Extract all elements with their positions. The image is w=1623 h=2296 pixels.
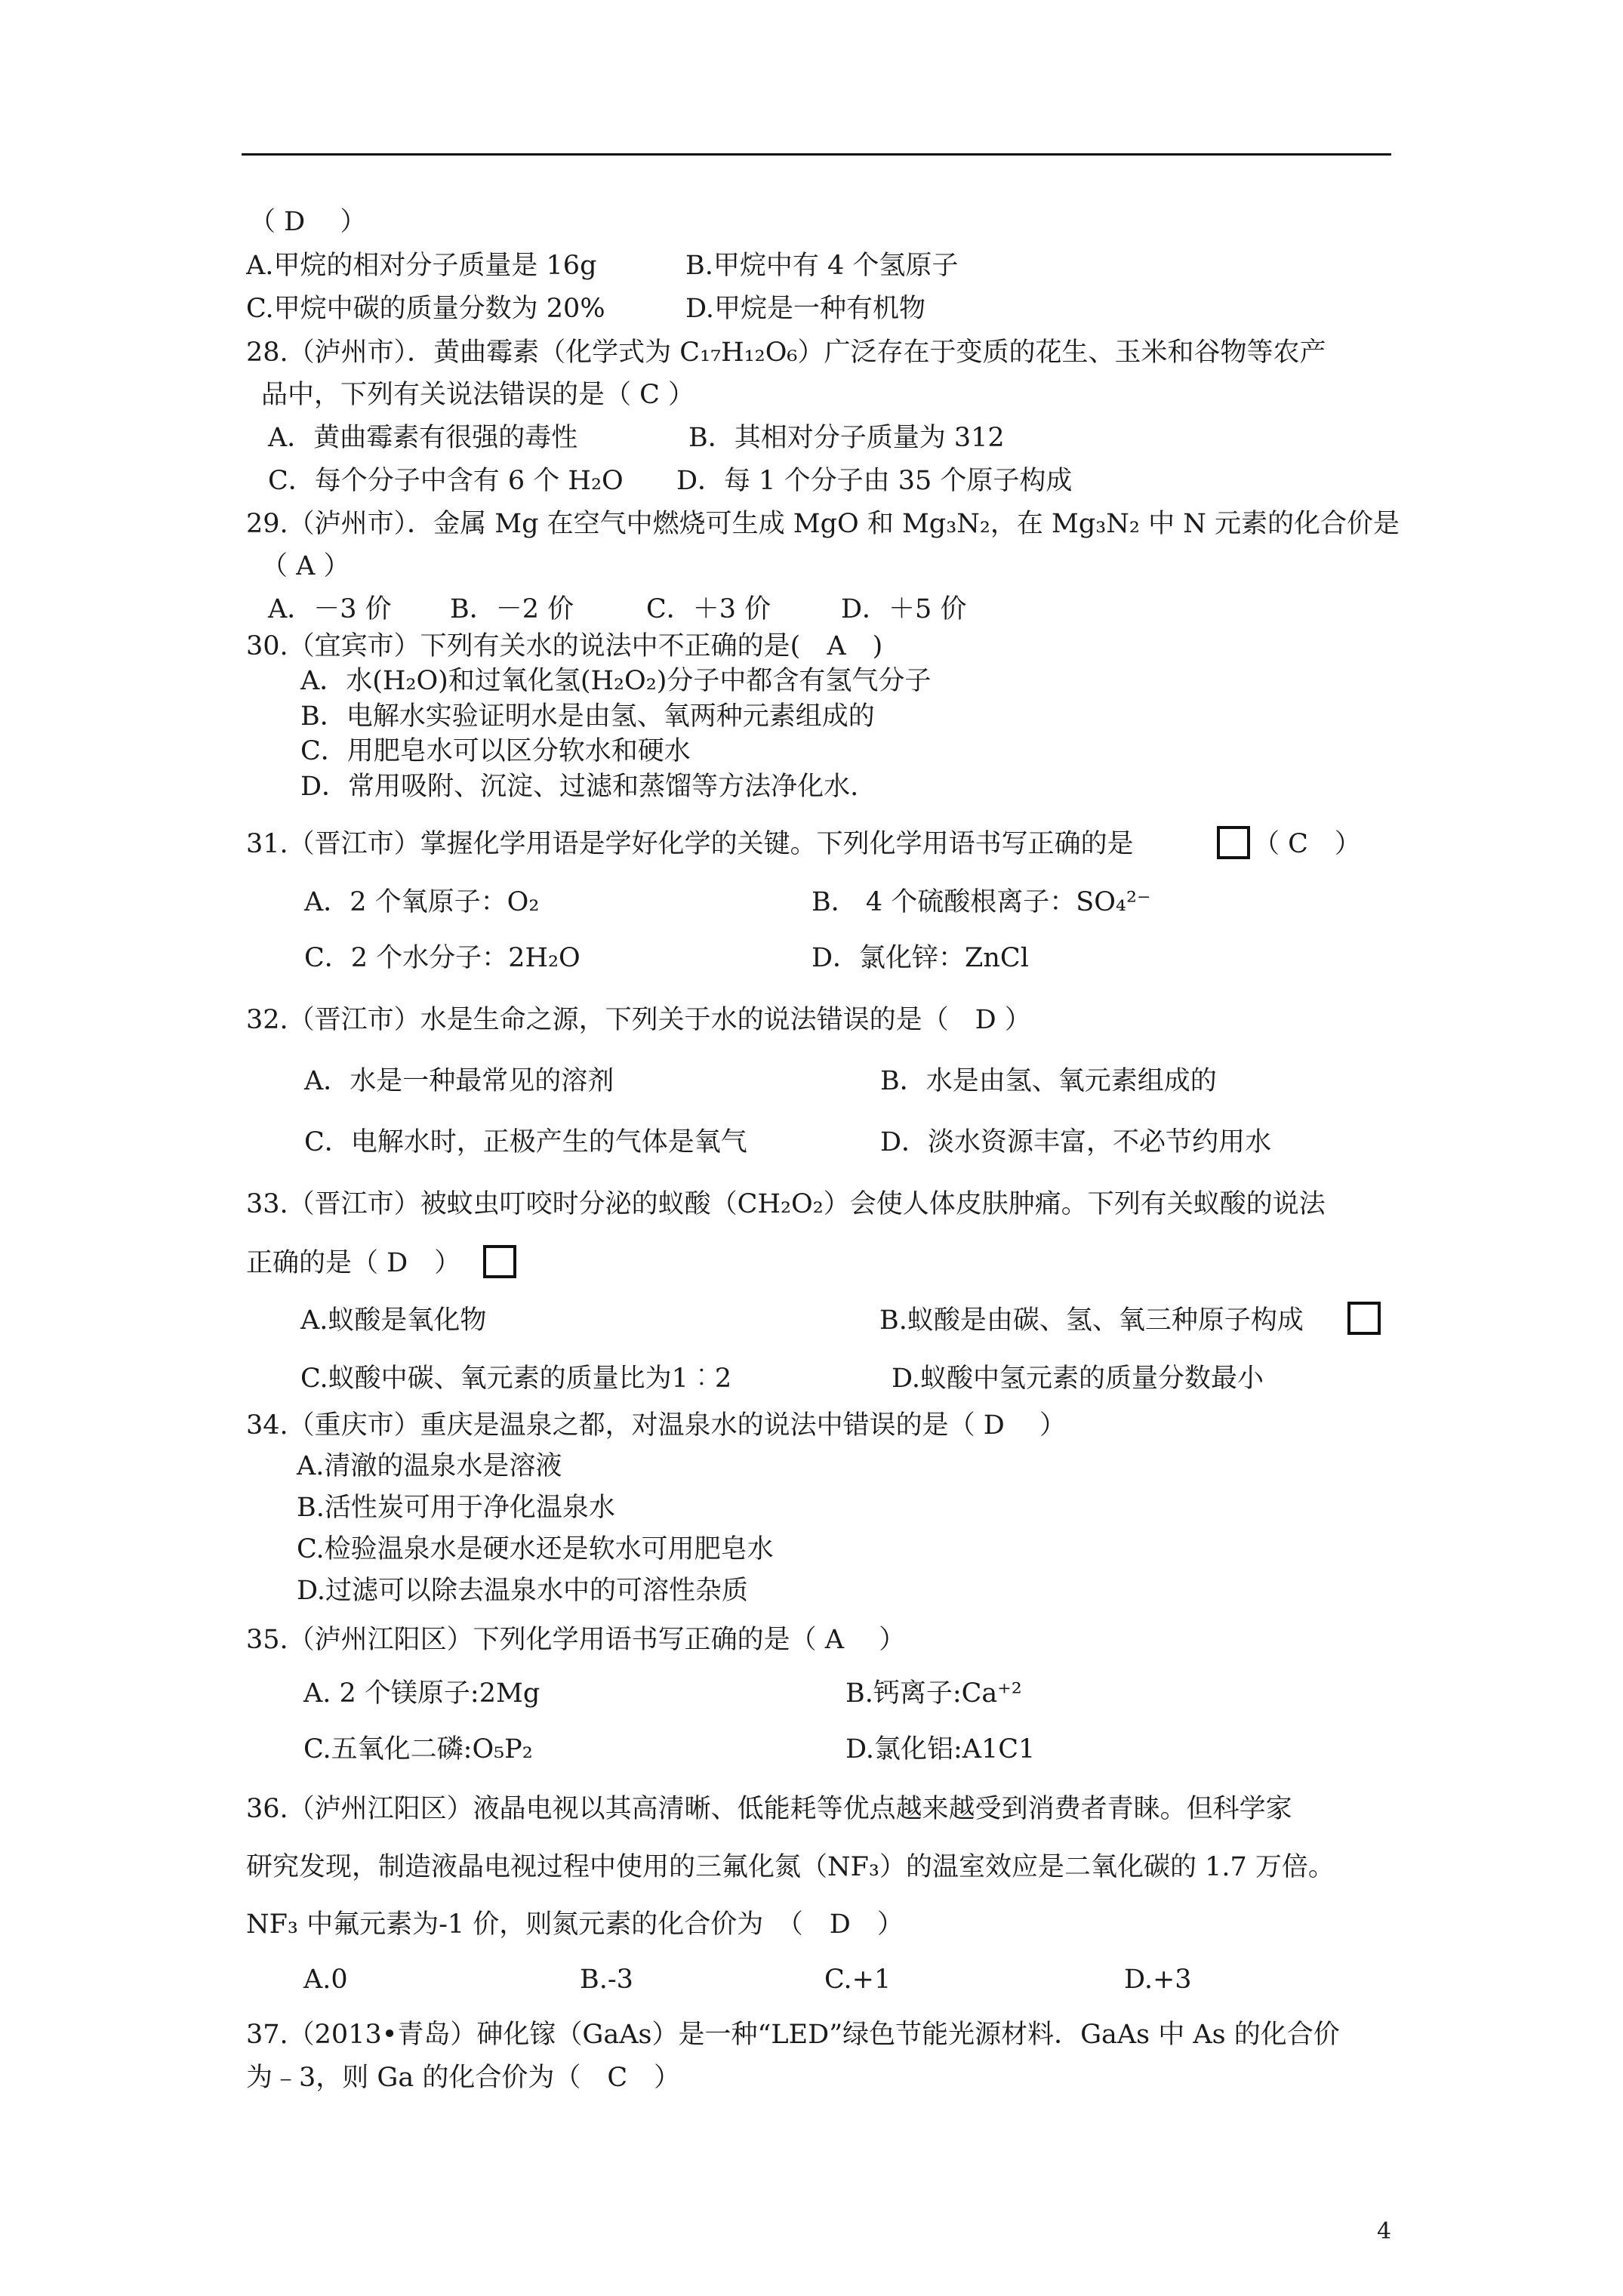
q31-stem: 31.（晋江市）掌握化学用语是学好化学的关键。下列化学用语书写正确的是 — [246, 829, 1134, 859]
q34-option-b: B.活性炭可用于净化温泉水 — [297, 1493, 615, 1523]
q32-stem: 32.（晋江市）水是生命之源，下列关于水的说法错误的是（ D ） — [246, 1005, 1031, 1035]
q36-option-a: A.0 — [303, 1965, 348, 1995]
q34-option-d: D.过滤可以除去温泉水中的可溶性杂质 — [297, 1576, 748, 1606]
q33-option-b: B.蚁酸是由碳、氢、氧三种原子构成 — [879, 1305, 1304, 1336]
page-number: 4 — [1377, 2218, 1392, 2245]
q29-stem-line2: （ A ） — [261, 551, 350, 581]
q36-option-b: B.-3 — [580, 1965, 633, 1995]
q32-option-d: D．淡水资源丰富，不必节约用水 — [880, 1127, 1272, 1157]
q31-option-d: D．氯化锌：ZnCl — [812, 943, 1029, 973]
q35-option-c: C.五氧化二磷:O₅P₂ — [303, 1734, 533, 1764]
q33-option-d: D.蚁酸中氢元素的质量分数最小 — [892, 1364, 1264, 1394]
q36-stem-line3: NF₃ 中氟元素为-1 价，则氮元素的化合价为 （ D ） — [246, 1909, 904, 1940]
q30-stem: 30.（宜宾市）下列有关水的说法中不正确的是( A ) — [246, 631, 883, 661]
q31-option-c: C．2 个水分子：2H₂O — [304, 943, 581, 973]
q31-option-a: A．2 个氧原子：O₂ — [304, 887, 540, 917]
q35-option-d: D.氯化铝:A1C1 — [845, 1734, 1036, 1764]
header-rule — [242, 153, 1391, 156]
q35-option-b: B.钙离子:Ca⁺² — [845, 1678, 1022, 1709]
q28-option-c: C．每个分子中含有 6 个 H₂O — [268, 466, 624, 496]
q28-stem-line1: 28.（泸州市）．黄曲霉素（化学式为 C₁₇H₁₂O₆）广泛存在于变质的花生、玉米和谷物等农产 — [246, 337, 1326, 368]
q34-stem: 34.（重庆市）重庆是温泉之都，对温泉水的说法中错误的是（ D ） — [246, 1410, 1066, 1441]
q29-option-b: B．－2 价 — [450, 594, 574, 624]
q34-option-c: C.检验温泉水是硬水还是软水可用肥皂水 — [297, 1534, 774, 1564]
q29-option-c: C．＋3 价 — [646, 594, 771, 624]
q30-option-d: D．常用吸附、沉淀、过滤和蒸馏等方法净化水. — [300, 772, 859, 802]
q31-answer: （ C ） — [1253, 829, 1361, 859]
answer-box — [483, 1245, 516, 1278]
q33-stem-line1: 33.（晋江市）被蚊虫叮咬时分泌的蚁酸（CH₂O₂）会使人体皮肤肿痛。下列有关蚁酸的说法 — [246, 1189, 1326, 1219]
q27-option-d: D.甲烷是一种有机物 — [685, 294, 925, 324]
q28-stem-line2: 品中，下列有关说法错误的是（ C ） — [261, 380, 695, 410]
q27-option-b: B.甲烷中有 4 个氢原子 — [685, 251, 959, 281]
q33-option-c: C.蚁酸中碳、氧元素的质量比为1︰2 — [300, 1364, 732, 1394]
q30-option-a: A．水(H₂O)和过氧化氢(H₂O₂)分子中都含有氢气分子 — [300, 666, 932, 696]
q27-answer: （ D ） — [249, 207, 367, 237]
q36-option-c: C.+1 — [824, 1965, 892, 1995]
q31-option-b: B． 4 个硫酸根离子：SO₄²⁻ — [812, 887, 1151, 917]
q28-option-a: A．黄曲霉素有很强的毒性 — [268, 423, 578, 453]
q36-option-d: D.+3 — [1124, 1965, 1192, 1995]
q30-option-b: B．电解水实验证明水是由氢、氧两种元素组成的 — [300, 701, 875, 732]
q32-option-c: C．电解水时，正极产生的气体是氧气 — [304, 1127, 747, 1157]
q37-stem-line2: 为﹣3，则 Ga 的化合价为（ C ） — [246, 2063, 681, 2093]
q28-option-d: D．每 1 个分子由 35 个原子构成 — [676, 466, 1073, 496]
q37-stem-line1: 37.（2013•青岛）砷化镓（GaAs）是一种“LED”绿色节能光源材料．GaAs 中 As 的化合价 — [246, 2020, 1340, 2050]
q34-option-a: A.清澈的温泉水是溶液 — [297, 1451, 562, 1481]
q35-stem: 35.（泸州江阳区）下列化学用语书写正确的是（ A ） — [246, 1625, 906, 1655]
q29-option-a: A．－3 价 — [268, 594, 392, 624]
q28-option-b: B．其相对分子质量为 312 — [688, 423, 1005, 453]
q27-option-c: C.甲烷中碳的质量分数为 20% — [246, 294, 605, 324]
q32-option-a: A．水是一种最常见的溶剂 — [304, 1066, 614, 1096]
q30-option-c: C．用肥皂水可以区分软水和硬水 — [300, 736, 691, 766]
q32-option-b: B．水是由氢、氧元素组成的 — [880, 1066, 1217, 1096]
q29-option-d: D．＋5 价 — [841, 594, 967, 624]
q36-stem-line2: 研究发现，制造液晶电视过程中使用的三氟化氮（NF₃）的温室效应是二氧化碳的 1.7 万倍。 — [246, 1852, 1335, 1882]
q33-option-a: A.蚁酸是氧化物 — [300, 1305, 487, 1336]
q35-option-a: A. 2 个镁原子:2Mg — [303, 1678, 540, 1709]
answer-box — [1347, 1302, 1381, 1335]
answer-box — [1217, 826, 1250, 859]
q29-stem-line1: 29.（泸州市）．金属 Mg 在空气中燃烧可生成 MgO 和 Mg₃N₂，在 Mg₃N₂ 中 N 元素的化合价是 — [246, 509, 1400, 539]
q33-stem-line2: 正确的是（ D ） — [246, 1248, 461, 1278]
q27-option-a: A.甲烷的相对分子质量是 16g — [246, 251, 597, 281]
q36-stem-line1: 36.（泸州江阳区）液晶电视以其高清晰、低能耗等优点越来越受到消费者青睐。但科学家 — [246, 1794, 1292, 1824]
